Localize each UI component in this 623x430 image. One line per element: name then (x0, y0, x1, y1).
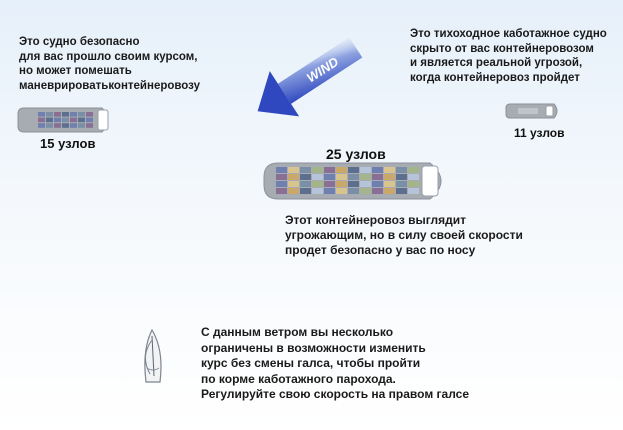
sailboat-note (201, 325, 469, 403)
cargo-container (324, 167, 335, 173)
left-ship-note-line: маневрироватьконтейнеровозу (19, 79, 201, 92)
cargo-container (276, 188, 287, 194)
cargo-container (288, 188, 299, 194)
cargo-container (408, 167, 419, 173)
sailboat (138, 330, 168, 386)
left-ship-note-line: для вас прошло своим курсом, (19, 50, 198, 63)
container-ship-note-line: Этот контейнеровоз выглядит (285, 213, 466, 227)
cargo-container (324, 181, 335, 187)
cargo-container (62, 112, 69, 117)
cargo-container (300, 188, 311, 194)
cargo-container (384, 174, 395, 180)
cargo-container (312, 181, 323, 187)
cargo-container (348, 167, 359, 173)
container-ship-bridge (422, 166, 438, 196)
cargo-container (396, 188, 407, 194)
cargo-container (372, 181, 383, 187)
cargo-container (372, 188, 383, 194)
left-ship-speed: 15 узлов (40, 136, 96, 151)
cargo-container (396, 167, 407, 173)
right-ship-note-line: когда контейнеровоз пройдет (410, 71, 580, 84)
left-ship-note-line: Это судно безопасно (19, 36, 140, 48)
cargo-container (300, 167, 311, 173)
cargo-container (276, 167, 287, 173)
cargo-container (396, 181, 407, 187)
right-ship-speed: 11 узлов (514, 126, 565, 140)
left-ship-note-line: но может помешать (19, 65, 132, 77)
cargo-container (70, 123, 77, 128)
sailboat-note-line: по корме каботажного парохода. (201, 371, 396, 386)
cargo-container (78, 118, 85, 123)
cargo-container (300, 181, 311, 187)
left-ship-bridge (98, 110, 108, 130)
right-ship-note-line: скрыто от вас контейнеровозом (410, 42, 594, 55)
cargo-container (54, 112, 61, 117)
cargo-container (288, 181, 299, 187)
container-ship-speed: 25 узлов (326, 146, 386, 162)
cargo-container (372, 167, 383, 173)
cargo-container (312, 188, 323, 194)
wind-label: WIND (303, 53, 342, 86)
cargo-container (312, 167, 323, 173)
cargo-container (360, 181, 371, 187)
cargo-container (408, 181, 419, 187)
left-ship-note (19, 35, 200, 93)
cargo-container (288, 167, 299, 173)
cargo-container (86, 112, 93, 117)
cargo-container (78, 112, 85, 117)
cargo-container (384, 181, 395, 187)
cargo-container (384, 188, 395, 194)
cargo-container (336, 188, 347, 194)
container-ship-note-line: продет безопасно у вас по носу (285, 243, 476, 257)
cargo-container (78, 123, 85, 128)
cargo-container (324, 174, 335, 180)
cargo-container (46, 112, 53, 117)
cargo-container (54, 123, 61, 128)
cargo-container (348, 181, 359, 187)
container-ship (264, 163, 452, 199)
right-ship-note-line: и является реальной угрозой, (410, 57, 583, 69)
cargo-container (276, 181, 287, 187)
container-ship-note (285, 213, 523, 258)
cargo-container (360, 167, 371, 173)
cargo-container (46, 123, 53, 128)
cargo-container (70, 118, 77, 123)
cargo-container (70, 112, 77, 117)
cargo-container (312, 174, 323, 180)
cargo-container (62, 118, 69, 123)
sailboat-note-line: ограничены в возможности изменить (201, 340, 426, 355)
cargo-container (324, 188, 335, 194)
cargo-container (54, 118, 61, 123)
cargo-container (408, 188, 419, 194)
cargo-container (348, 174, 359, 180)
left-ship (18, 108, 114, 132)
cargo-container (396, 174, 407, 180)
cargo-container (38, 123, 45, 128)
cargo-container (336, 167, 347, 173)
cargo-container (336, 181, 347, 187)
cargo-container (86, 118, 93, 123)
cargo-container (360, 174, 371, 180)
right-ship-note (410, 27, 607, 85)
cargo-container (86, 123, 93, 128)
cargo-container (348, 188, 359, 194)
cargo-container (372, 174, 383, 180)
cargo-container (408, 174, 419, 180)
cargo-container (384, 167, 395, 173)
cargo-container (336, 174, 347, 180)
cargo-container (360, 188, 371, 194)
cargo-container (38, 112, 45, 117)
right-ship-bridge (546, 106, 553, 116)
right-ship-note-line: Это тихоходное каботажное судно (410, 28, 607, 40)
cargo-container (38, 118, 45, 123)
cargo-container (300, 174, 311, 180)
cargo-container (288, 174, 299, 180)
sailboat-note-line: курс без смены галса, чтобы пройти (201, 356, 421, 370)
right-ship (506, 104, 560, 118)
sailboat-note-line: Регулируйте свою скорость на правом галсе (201, 387, 470, 401)
cargo-container (46, 118, 53, 123)
cargo-container (62, 123, 69, 128)
right-ship-cargo (518, 108, 538, 114)
cargo-container (276, 174, 287, 180)
sailboat-note-line: С данным ветром вы несколько (201, 325, 394, 339)
container-ship-note-line: угрожающим, но в силу своей скорости (285, 228, 523, 242)
